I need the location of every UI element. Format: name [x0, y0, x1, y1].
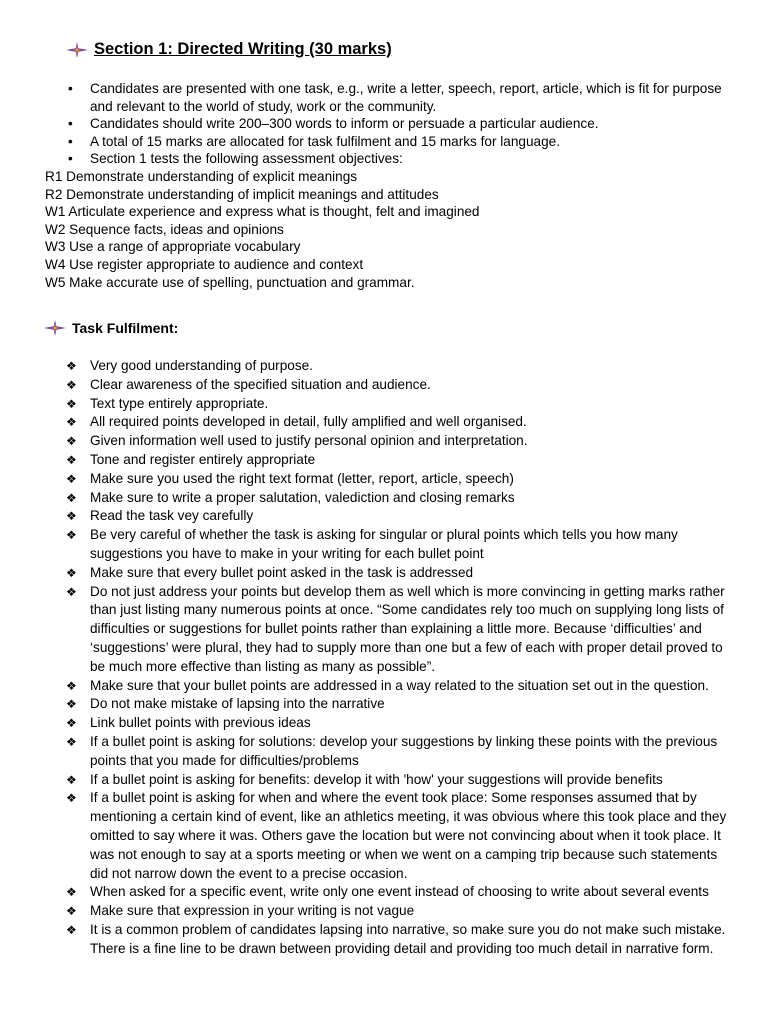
list-item: ❖ Do not just address your points but develop them as well which is more convincing in getting marks rather than just listing many numerous points at once. “Some candidates rely too much on supplying long lists of difficulties or suggestions for bullet points rather than explaining a little more. Because ‘difficulties’ and ‘suggestions’ were plural, they had to supply more than one but a few of each with proper detail proved to be much more effective than listing as many as possible”. — [66, 583, 725, 674]
list-item: ❖ Make sure you used the right text format (letter, report, article, speech) — [66, 470, 736, 489]
diamond-bullet-icon: ❖ — [66, 734, 77, 749]
task-fulfilment-title: Task Fulfilment: — [72, 320, 179, 336]
objective-line: R2 Demonstrate understanding of implicit meanings and attitudes — [45, 186, 439, 202]
list-item: ❖ When asked for a specific event, write only one event instead of choosing to write about several events — [66, 883, 736, 902]
diamond-bullet-icon: ❖ — [66, 885, 77, 900]
bullet-dot-icon: • — [68, 81, 73, 96]
diamond-bullet-icon: ❖ — [66, 772, 77, 787]
diamond-bullet-icon: ❖ — [66, 678, 77, 693]
diamond-bullet-icon: ❖ — [66, 697, 77, 712]
objective-line: W5 Make accurate use of spelling, punctuation and grammar. — [45, 274, 415, 290]
section-heading — [66, 40, 392, 59]
list-item: ❖ All required points developed in detail, fully amplified and well organised. — [66, 413, 736, 432]
objective-line: W2 Sequence facts, ideas and opinions — [45, 221, 284, 237]
list-item: ❖ Given information well used to justify personal opinion and interpretation. — [66, 432, 736, 451]
bullet-dot-icon: • — [68, 133, 73, 149]
objective-line: W1 Articulate experience and express what is thought, felt and imagined — [45, 204, 480, 220]
diamond-bullet-icon: ❖ — [66, 716, 77, 731]
bullet-dot-icon: • — [68, 116, 73, 132]
list-item: ❖ If a bullet point is asking for when and where the event took place: Some responses assumed that by mentioning a certain kind of event, like an athletics meeting, it was obvious where this took place and they omitted to say where it was. Others gave the location but were not convincing about when it took place. It was not enough to say at a sports meeting or when we went on a camping trip because such statements did not narrow down the event to a precise occasion. — [66, 790, 727, 881]
diamond-bullet-icon: ❖ — [66, 565, 77, 580]
star-bullet-icon — [44, 320, 66, 336]
list-item: ❖ Do not make mistake of lapsing into the narrative — [66, 695, 736, 714]
diamond-bullet-icon: ❖ — [66, 509, 77, 524]
list-item: • Candidates are presented with one task, e.g., write a letter, speech, report, article, which is fit for purpose and relevant to the world of study, work or the community. — [68, 81, 722, 114]
list-item: • Section 1 tests the following assessment objectives: — [68, 151, 403, 167]
list-item: • A total of 15 marks are allocated for task fulfilment and 15 marks for language. — [68, 133, 560, 149]
assessment-objectives — [45, 168, 480, 291]
section-title: Section 1: Directed Writing (30 marks) — [94, 40, 392, 58]
star-bullet-icon — [66, 42, 88, 58]
diamond-bullet-icon: ❖ — [66, 528, 77, 543]
diamond-bullet-icon: ❖ — [66, 415, 77, 430]
list-item: ❖ If a bullet point is asking for benefits: develop it with 'how' your suggestions will provide benefits — [66, 771, 736, 790]
diamond-bullet-icon: ❖ — [66, 452, 77, 467]
task-fulfilment-list — [66, 357, 736, 959]
diamond-bullet-icon: ❖ — [66, 359, 77, 373]
list-item: ❖ Very good understanding of purpose. — [66, 357, 736, 376]
list-item: ❖ Make sure to write a proper salutation, valediction and closing remarks — [66, 489, 736, 508]
list-item: • Candidates should write 200–300 words to inform or persuade a particular audience. — [68, 116, 599, 132]
objective-line: R1 Demonstrate understanding of explicit meanings — [45, 169, 358, 184]
list-item: ❖ Be very careful of whether the task is asking for singular or plural points which tells you how many suggestions you have to make in your writing for each bullet point — [66, 527, 678, 561]
list-item: ❖ Make sure that every bullet point asked in the task is addressed — [66, 564, 736, 583]
list-item: ❖ It is a common problem of candidates lapsing into narrative, so make sure you do not make such mistake. There is a fine line to be drawn between providing detail and providing too much detail in narrative form. — [66, 921, 726, 956]
objective-line: W4 Use register appropriate to audience and context — [45, 256, 364, 272]
list-item: ❖ Clear awareness of the specified situation and audience. — [66, 376, 736, 395]
list-item: ❖ Link bullet points with previous ideas — [66, 714, 736, 733]
diamond-bullet-icon: ❖ — [66, 471, 77, 486]
list-item: ❖ Tone and register entirely appropriate — [66, 451, 736, 470]
bullet-dot-icon: • — [68, 151, 73, 167]
list-item: ❖ Text type entirely appropriate. — [66, 395, 736, 414]
diamond-bullet-icon: ❖ — [66, 904, 77, 919]
diamond-bullet-icon: ❖ — [66, 584, 77, 599]
diamond-bullet-icon: ❖ — [66, 922, 77, 937]
objective-line: W3 Use a range of appropriate vocabulary — [45, 239, 301, 255]
section-bullet-list — [66, 80, 746, 168]
diamond-bullet-icon: ❖ — [66, 434, 77, 449]
list-item: ❖ Make sure that your bullet points are addressed in a way related to the situation set out in the question. — [66, 677, 736, 696]
list-item: ❖ If a bullet point is asking for solutions: develop your suggestions by linking these points with the previous points that you made for difficulties/problems — [66, 733, 718, 768]
diamond-bullet-icon: ❖ — [66, 377, 77, 392]
task-fulfilment-heading — [44, 320, 178, 336]
diamond-bullet-icon: ❖ — [66, 396, 77, 411]
diamond-bullet-icon: ❖ — [66, 791, 77, 806]
diamond-bullet-icon: ❖ — [66, 490, 77, 505]
list-item: ❖ Make sure that expression in your writing is not vague — [66, 902, 736, 921]
list-item: ❖ Read the task vey carefully — [66, 507, 736, 526]
